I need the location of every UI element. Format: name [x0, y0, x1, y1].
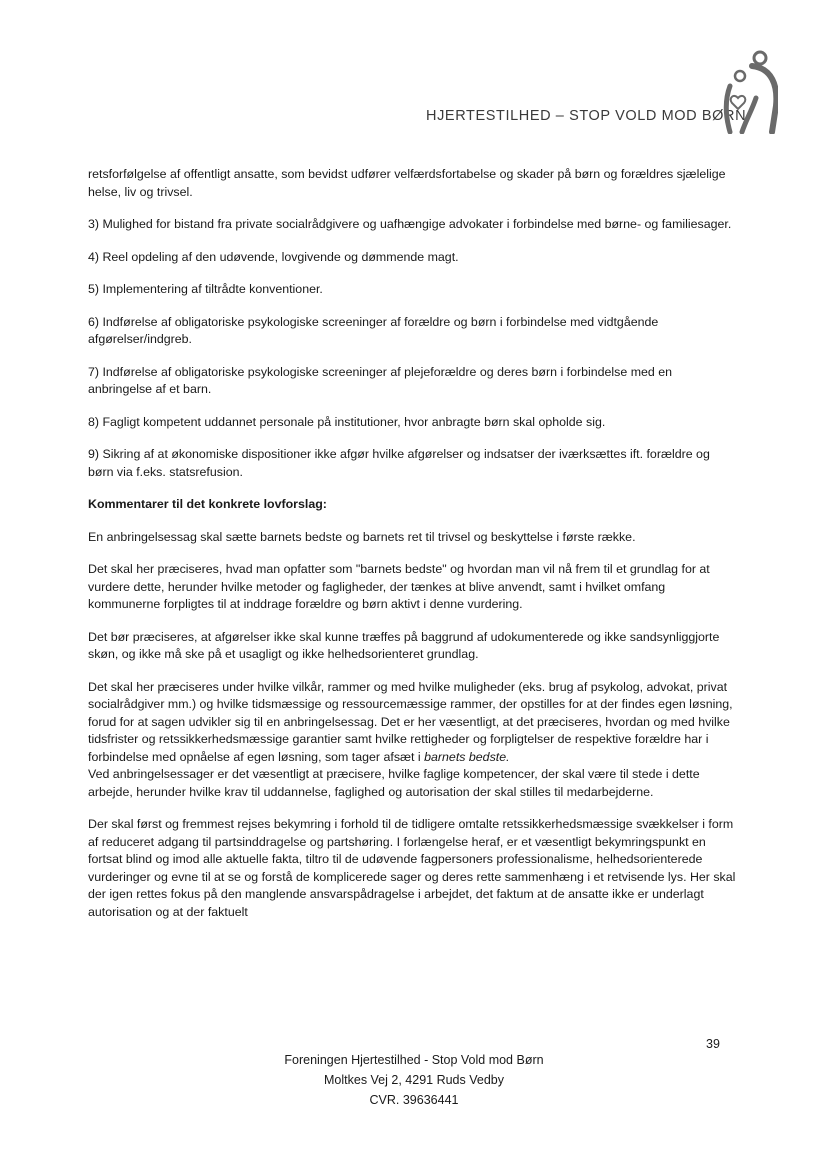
paragraph-continuation: retsforfølgelse af offentligt ansatte, som bevidst udfører velfærdsfortabelse og skader på børn og forældres sjælelige helse, liv og trivsel.	[88, 167, 726, 199]
paragraph-5: Ved anbringelsessager er det væsentligt at præcisere, hvilke faglige kompetencer, der skal være til stede i dette arbejde, herunder hvilke krav til uddannelse, faglighed og autorisation der skal stilles til medarbejderne.	[88, 767, 700, 799]
list-item-9: 9) Sikring af at økonomiske dispositioner ikke afgør hvilke afgørelser og indsatser der iværksættes ift. forældre og børn via f.eks. statsrefusion.	[88, 447, 710, 479]
list-item-5: 5) Implementering af tiltrådte konventioner.	[88, 282, 323, 296]
document-body	[88, 166, 738, 921]
paragraph-4	[88, 679, 738, 767]
paragraph-4-italic: barnets bedste.	[424, 749, 510, 764]
footer	[0, 1050, 828, 1110]
paragraph-2: Det skal her præciseres, hvad man opfatter som "barnets bedste" og hvordan man vil nå frem til et grundlag for at vurdere dette, herunder hvilke metoder og fagligheder, der tænkes at blive anvendt, samt i hvilket omfang kommunerne forpligtes til at inddrage forældre og børn aktivt i denne vurdering.	[88, 562, 710, 611]
page-number: 39	[706, 1037, 720, 1051]
family-heart-icon	[722, 46, 778, 134]
paragraph-6: Der skal først og fremmest rejses bekymring i forhold til de tidligere omtalte retssikkerhedsmæssige svækkelser i form af reduceret adgang til partsinddragelse og partshøring. I forlængelse heraf, er et væsentligt bekymringspunkt en fortsat blind og imod alle aktuelle fakta, tiltro til de udøvende fagpersoners professionalisme, helhedsorienterede vurderinger og evne til at se og forstå de komplicerede sager og deres rette sammenhæng i et retvisende lys. Her skal der igen rettes fokus på den manglende ansvarspådragelse i arbejdet, det faktum at de ansatte ikke er underlagt autorisation og at der faktuelt	[88, 817, 736, 919]
list-item-4: 4) Reel opdeling af den udøvende, lovgivende og dømmende magt.	[88, 249, 459, 264]
footer-cvr: CVR. 39636441	[369, 1093, 459, 1107]
list-item-6: 6) Indførelse af obligatoriske psykologiske screeninger af forældre og børn i forbindelse med vidtgående afgørelser/indgreb.	[88, 314, 659, 346]
section-heading: Kommentarer til det konkrete lovforslag:	[88, 497, 327, 511]
footer-address: Moltkes Vej 2, 4291 Ruds Vedby	[324, 1073, 504, 1087]
paragraph-1: En anbringelsessag skal sætte barnets bedste og barnets ret til trivsel og beskyttelse i første række.	[88, 529, 636, 544]
list-item-3: 3) Mulighed for bistand fra private socialrådgivere og uafhængige advokater i forbindelse med børne- og familiesager.	[88, 217, 732, 231]
list-item-8: 8) Fagligt kompetent uddannet personale på institutioner, hvor anbragte børn skal opholde sig.	[88, 414, 606, 429]
header-title: HJERTESTILHED – STOP VOLD MOD BØRN	[426, 108, 747, 124]
paragraph-3: Det bør præciseres, at afgørelser ikke skal kunne træffes på baggrund af udokumenterede og ikke sandsynliggjorte skøn, og ikke må ske på et usagligt og ikke helhedsorienteret grundlag.	[88, 629, 720, 661]
paragraph-4-text: Det skal her præciseres under hvilke vilkår, rammer og med hvilke muligheder (eks. brug af psykolog, advokat, privat socialrådgiver mm.) og hvilke tidsmæssige og ressourcemæssige rammer, der opstilles for at der findes egen løsning, forud for at sagen udvikler sig til en anbringelsessag. Det er her væsentligt, at det præciseres, hvordan og med hvilke tidsfrister og retssikkerhedsmæssige garantier samt hvilke rettigheder og forpligtelser de respektive forældre har i forbindelse med opnåelse af egen løsning, som tager afsæt i	[88, 679, 733, 764]
footer-org: Foreningen Hjertestilhed - Stop Vold mod Børn	[284, 1053, 544, 1067]
list-item-7: 7) Indførelse af obligatoriske psykologiske screeninger af plejeforældre og deres børn i forbindelse med en anbringelse af et barn.	[88, 364, 673, 396]
